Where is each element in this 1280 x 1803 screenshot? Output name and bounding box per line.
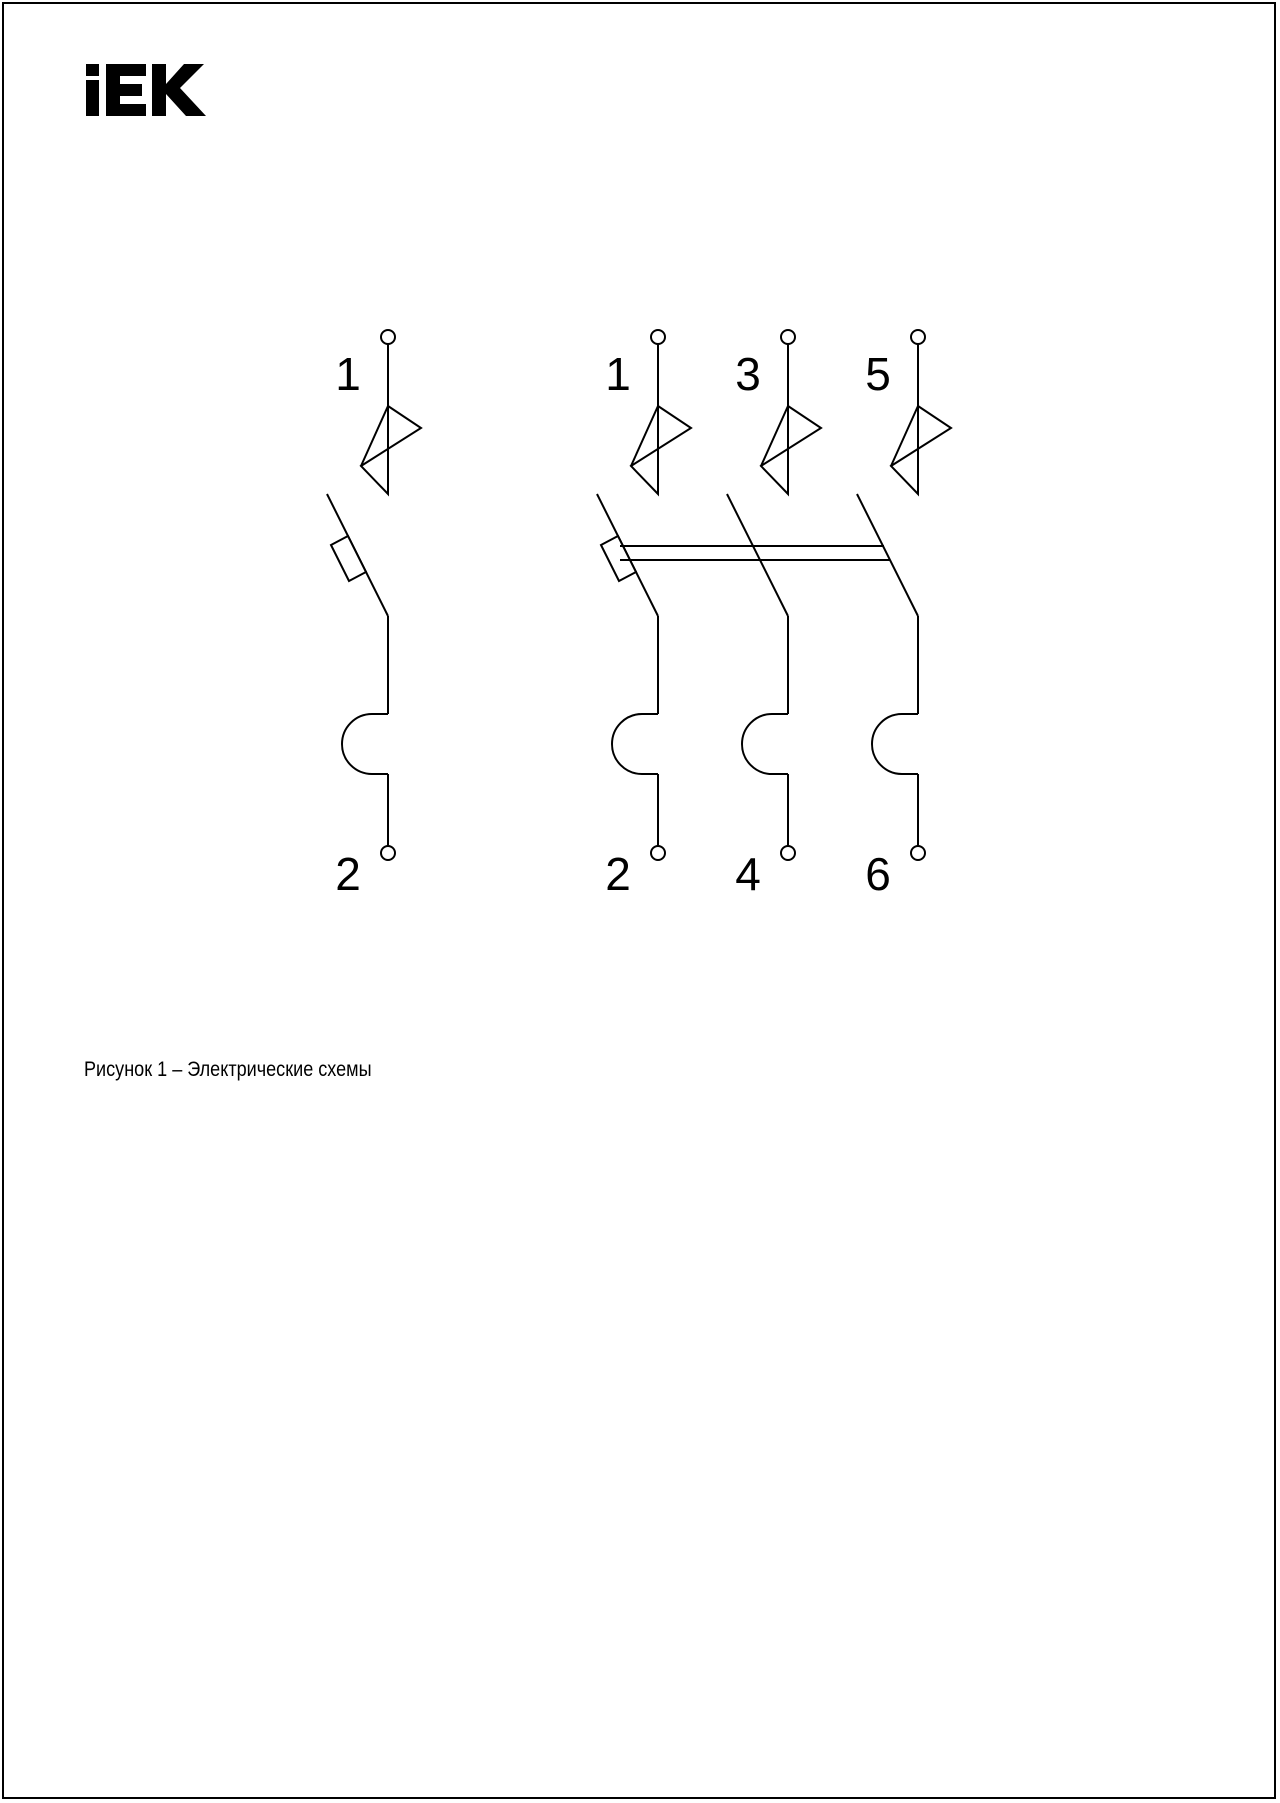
single-pole-pole-0-bottom-label: 2 [335, 848, 361, 900]
three-pole-pole-0-bottom-terminal [651, 846, 665, 860]
three-pole-pole-2-top-label: 5 [865, 348, 891, 400]
three-pole-pole-1-top-label: 3 [735, 348, 761, 400]
three-pole-pole-2-bottom-terminal [911, 846, 925, 860]
three-pole-pole-1-thermal-release [761, 406, 821, 494]
three-pole-pole-2-switch-contact [857, 494, 918, 616]
three-pole-pole-1-top-terminal [781, 330, 795, 344]
three-pole-pole-0-bottom-label: 2 [605, 848, 631, 900]
single-pole-pole-0-top-label: 1 [335, 348, 361, 400]
three-pole-pole-2-bottom-label: 6 [865, 848, 891, 900]
single-pole-pole-0-actuator [331, 536, 366, 581]
three-pole-pole-2-magnetic-release [872, 714, 918, 774]
three-pole-pole-0-top-terminal [651, 330, 665, 344]
three-pole-pole-0-actuator [601, 536, 636, 581]
single-pole-pole-0-magnetic-release [342, 714, 388, 774]
three-pole-pole-0-thermal-release [631, 406, 691, 494]
figure-caption: Рисунок 1 – Электрические схемы [84, 1058, 372, 1081]
three-pole-pole-0-magnetic-release [612, 714, 658, 774]
single-pole-pole-0-bottom-terminal [381, 846, 395, 860]
three-pole-pole-1-bottom-terminal [781, 846, 795, 860]
three-pole-pole-2-top-terminal [911, 330, 925, 344]
three-pole-pole-1-switch-contact [727, 494, 788, 616]
single-pole-pole-0-top-terminal [381, 330, 395, 344]
three-pole-pole-2-thermal-release [891, 406, 951, 494]
single-pole-pole-0-thermal-release [361, 406, 421, 494]
three-pole-pole-1-bottom-label: 4 [735, 848, 761, 900]
three-pole-pole-1-magnetic-release [742, 714, 788, 774]
three-pole-pole-0-top-label: 1 [605, 348, 631, 400]
